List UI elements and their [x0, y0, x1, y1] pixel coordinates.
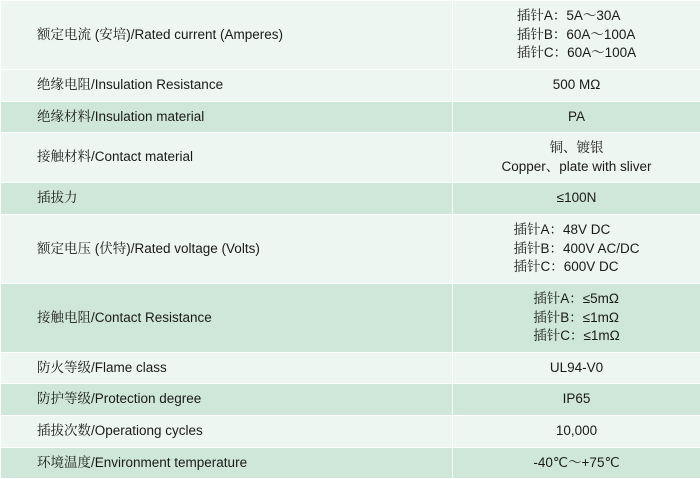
specifications-table-body — [1, 1, 700, 479]
spec-value — [453, 416, 700, 448]
spec-value-lines — [461, 390, 692, 409]
table-row — [1, 215, 700, 284]
spec-value-line: 10,000 — [461, 422, 692, 441]
spec-value — [453, 352, 700, 384]
table-row — [1, 384, 700, 416]
table-row — [1, 183, 700, 215]
spec-label: 额定电流 (安培)/Rated current (Amperes) — [1, 1, 453, 70]
spec-value-line: 插针C：60A～100A — [517, 44, 636, 63]
spec-value-lines — [461, 76, 692, 95]
spec-value-line: 插针A：5A～30A — [517, 7, 636, 26]
spec-value-line: 插针B：≤1mΩ — [533, 309, 620, 328]
spec-value-line: 插针C：≤1mΩ — [533, 327, 620, 346]
spec-value-line: 插针B：400V AC/DC — [513, 240, 639, 259]
table-row — [1, 133, 700, 183]
spec-value-lines — [533, 290, 620, 346]
spec-value-lines — [461, 108, 692, 127]
spec-label: 防火等级/Flame class — [1, 352, 453, 384]
spec-value-line: ≤100N — [461, 189, 692, 208]
spec-value-line: 500 MΩ — [461, 76, 692, 95]
spec-value-lines — [461, 454, 692, 473]
spec-label: 绝缘电阻/Insulation Resistance — [1, 69, 453, 101]
spec-value — [453, 1, 700, 70]
spec-value-line: 插针A：≤5mΩ — [533, 290, 620, 309]
spec-value-line: PA — [461, 108, 692, 127]
spec-value-line: UL94-V0 — [461, 359, 692, 378]
spec-value — [453, 447, 700, 479]
spec-label: 防护等级/Protection degree — [1, 384, 453, 416]
table-row — [1, 283, 700, 352]
spec-value — [453, 69, 700, 101]
spec-label: 环境温度/Environment temperature — [1, 447, 453, 479]
spec-label: 插拔力 — [1, 183, 453, 215]
spec-value-line: 铜、镀银 — [461, 139, 692, 158]
spec-value — [453, 183, 700, 215]
table-row — [1, 416, 700, 448]
spec-value — [453, 384, 700, 416]
spec-value-lines — [461, 359, 692, 378]
spec-value — [453, 101, 700, 133]
table-row — [1, 447, 700, 479]
spec-value-lines — [517, 7, 636, 63]
spec-value — [453, 283, 700, 352]
spec-value-line: IP65 — [461, 390, 692, 409]
table-row — [1, 101, 700, 133]
spec-label: 接触材料/Contact material — [1, 133, 453, 183]
spec-value-line: 插针B：60A～100A — [517, 26, 636, 45]
spec-value-lines — [513, 221, 639, 277]
spec-value-lines — [461, 189, 692, 208]
spec-value — [453, 215, 700, 284]
spec-value-line: 插针C：600V DC — [513, 258, 639, 277]
spec-label: 绝缘材料/Insulation material — [1, 101, 453, 133]
spec-value-line: 插针A：48V DC — [513, 221, 639, 240]
spec-label: 插拔次数/Operationg cycles — [1, 416, 453, 448]
table-row — [1, 1, 700, 70]
table-row — [1, 352, 700, 384]
spec-value — [453, 133, 700, 183]
spec-value-lines — [461, 139, 692, 176]
table-row — [1, 69, 700, 101]
spec-value-line: Copper、plate with sliver — [461, 158, 692, 177]
spec-label: 额定电压 (伏特)/Rated voltage (Volts) — [1, 215, 453, 284]
spec-value-line: -40℃～+75℃ — [461, 454, 692, 473]
spec-label: 接触电阻/Contact Resistance — [1, 283, 453, 352]
